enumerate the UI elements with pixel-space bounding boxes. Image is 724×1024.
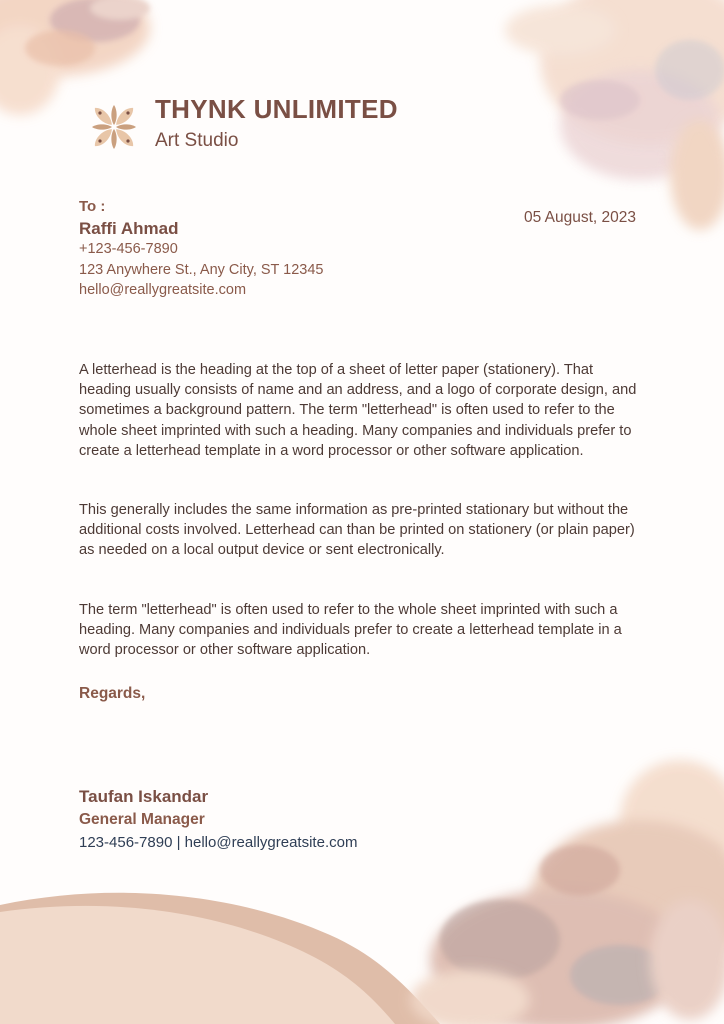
recipient-name: Raffi Ahmad <box>79 219 179 238</box>
recipient-address: 123 Anywhere St., Any City, ST 12345 <box>79 262 324 278</box>
recipient-email: hello@reallygreatsite.com <box>79 282 247 298</box>
flower-logo-icon <box>84 97 144 157</box>
company-name: THYNK UNLIMITED <box>155 94 398 124</box>
body-paragraph-2: This generally includes the same information as pre-printed stationary but without the additional costs involved. Letterhead can than be printed on stationery (or plain paper) as needed on a local output device or sent electronically. <box>79 502 635 559</box>
body-paragraph-3: The term "letterhead" is often used to refer to the whole sheet imprinted with such a heading. Many companies and individuals prefer to create a letterhead template in a word processor or other software application. <box>79 602 622 659</box>
body-paragraph-1: A letterhead is the heading at the top of a sheet of letter paper (stationery). That heading usually consists of name and an address, and a logo of corporate design, and sometimes a background pattern. The term "letterhead" is often used to refer to the whole sheet imprinted with such a heading. Many companies and individuals prefer to create a letterhead template in a word processor or other software application. <box>79 362 637 459</box>
recipient-label: To : <box>79 198 106 215</box>
wave-bottom-left <box>0 893 440 1024</box>
company-subtitle: Art Studio <box>155 130 239 151</box>
recipient-phone: +123-456-7890 <box>79 241 178 257</box>
signature-name: Taufan Iskandar <box>79 787 209 806</box>
watercolor-top-right <box>505 0 724 230</box>
watercolor-bottom-right <box>410 760 724 1024</box>
signature-title: General Manager <box>79 811 205 828</box>
letter-date: 05 August, 2023 <box>523 209 636 226</box>
closing: Regards, <box>79 685 146 702</box>
signature-contact: 123-456-7890 | hello@reallygreatsite.com <box>79 834 358 851</box>
